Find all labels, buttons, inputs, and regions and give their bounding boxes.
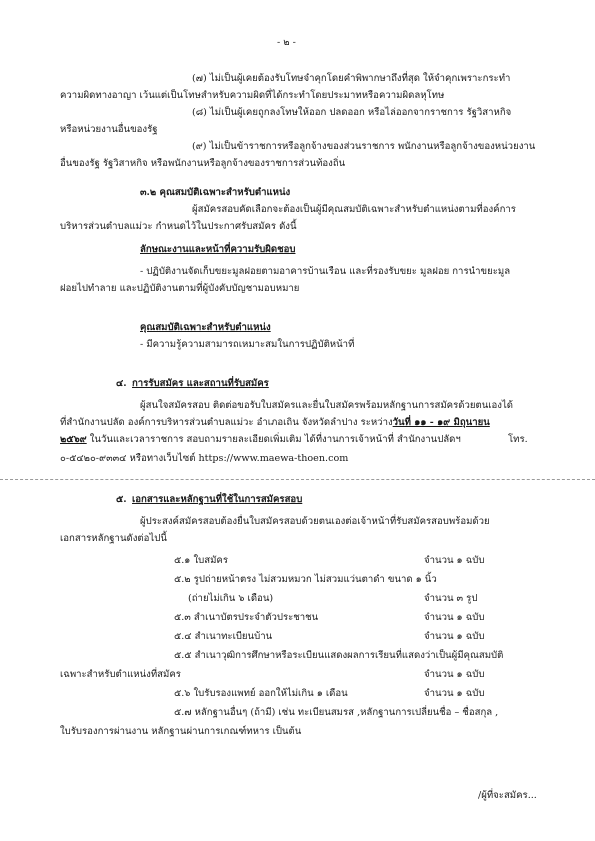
section-3-2-heading: ๓.๒ คุณสมบัติเฉพาะสำหรับตำแหน่ง [140,187,291,198]
duty-line-2: ฝอยไปทำลาย และปฏิบัติงานตามที่ผู้บังคับบัญชามอบหมาย [60,283,300,294]
doc-item-7: ๕.๗ หลักฐานอื่นๆ (ถ้ามี) เช่น ทะเบียนสมรส ,หลักฐานการเปลี่ยนชื่อ – ชื่อสกุล , [174,707,499,718]
qual-9-line-2: อื่นของรัฐ รัฐวิสาหกิจ หรือพนักงานหรือลูกจ้างของราชการส่วนท้องถิ่น [60,158,346,169]
section-5-heading: เอกสารและหลักฐานที่ใช้ในการสมัครสอบ [132,494,303,505]
section-4-number: ๔. [116,378,127,389]
doc-item-1-amount: จำนวน ๑ ฉบับ [424,555,485,566]
section-5-line-1: ผู้ประสงค์สมัครสอบต้องยื่นใบสมัครสอบด้วยตนเองต่อเจ้าหน้าที่รับสมัครสอบพร้อมด้วย [140,516,490,527]
qual-7-line-2: ความผิดทางอาญา เว้นแต่เป็นโทษสำหรับความผิดที่ได้กระทำโดยประมาทหรือความผิดลหุโทษ [60,90,445,101]
section-4-line-3 [60,434,461,446]
qual-8-line-2: หรือหน่วยงานอื่นของรัฐ [60,124,158,135]
section-4-line-3-text: ในวันและเวลาราชการ สอบถามรายละเอียดเพิ่มเติม ได้ที่งานการเจ้าหน้าที่ สำนักงานปลัดฯ [86,434,461,445]
continue-note: /ผู้ที่จะสมัคร... [478,790,537,801]
spec-heading: คุณสมบัติเฉพาะสำหรับตำแหน่ง [140,322,271,333]
qual-9-line-1: (๙) ไม่เป็นข้าราชการหรือลูกจ้างของส่วนราชการ พนักงานหรือลูกจ้างของหน่วยงาน [192,141,536,152]
phone-label: โทร. [508,434,528,445]
section-4-line-4: ๐-๕๔๒๐-๙๓๓๔ หรือทางเว็บไซต์ https://www.maewa-thoen.com [60,453,349,464]
doc-item-2-amount: จำนวน ๓ รูป [424,593,478,604]
doc-item-2-sub: (ถ่ายไม่เกิน ๖ เดือน) [188,593,274,604]
doc-item-4: ๕.๔ สำเนาทะเบียนบ้าน [174,631,273,642]
doc-item-5-sub: เฉพาะสำหรับตำแหน่งที่สมัคร [60,669,181,680]
qual-7-line-1: (๗) ไม่เป็นผู้เคยต้องรับโทษจำคุกโดยคำพิพากษาถึงที่สุด ให้จำคุกเพราะกระทำ [192,73,511,84]
section-5-line-2: เอกสารหลักฐานดังต่อไปนี้ [60,533,167,544]
doc-item-6-amount: จำนวน ๑ ฉบับ [424,688,485,699]
apply-date-range: วันที่ ๑๑ - ๑๙ มิถุนายน [392,417,490,428]
section-4-line-2 [60,417,490,429]
doc-item-2: ๕.๒ รูปถ่ายหน้าตรง ไม่สวมหมวก ไม่สวมแว่นตาดำ ขนาด ๑ นิ้ว [174,574,437,585]
spec-line-1: - มีความรู้ความสามารถเหมาะสมในการปฏิบัติหน้าที่ [140,339,355,350]
doc-item-4-amount: จำนวน ๑ ฉบับ [424,631,485,642]
doc-item-3: ๕.๓ สำเนาบัตรประจำตัวประชาชน [174,612,319,623]
doc-item-3-amount: จำนวน ๑ ฉบับ [424,612,485,623]
apply-year: ๒๕๖๙ [60,434,87,445]
duty-line-1: - ปฏิบัติงานจัดเก็บขยะมูลฝอยตามอาคารบ้านเรือน และที่รองรับขยะ มูลฝอย การนำขยะมูล [140,266,511,277]
section-4-line-2-text: ที่สำนักงานปลัด องค์การบริหารส่วนตำบลแม่วะ อำเภอเถิน จังหวัดลำปาง ระหว่าง [60,417,393,428]
section-3-2-para-line-2: บริหารส่วนตำบลแม่วะ กำหนดไว้ในประกาศรับสมัคร ดังนี้ [60,221,297,232]
section-5-number: ๕. [116,494,127,505]
doc-item-1: ๕.๑ ใบสมัคร [174,555,228,566]
qual-8-line-1: (๘) ไม่เป็นผู้เคยถูกลงโทษให้ออก ปลดออก หรือไล่ออกจากราชการ รัฐวิสาหกิจ [192,107,512,118]
section-divider [0,479,595,480]
doc-item-5-amount: จำนวน ๑ ฉบับ [424,669,485,680]
page-number: - ๒ - [277,37,296,48]
doc-item-6: ๕.๖ ใบรับรองแพทย์ ออกให้ไม่เกิน ๑ เดือน [174,688,348,699]
duty-heading: ลักษณะงานและหน้าที่ความรับผิดชอบ [140,244,296,255]
section-4-line-1: ผู้สนใจสมัครสอบ ติดต่อขอรับใบสมัครและยื่นใบสมัครพร้อมหลักฐานการสมัครด้วยตนเองได้ [140,400,514,411]
section-4-heading: การรับสมัคร และสถานที่รับสมัคร [132,378,269,389]
doc-item-5: ๕.๕ สำเนาวุฒิการศึกษาหรือระเบียนแสดงผลการเรียนที่แสดงว่าเป็นผู้มีคุณสมบัติ [174,650,504,661]
doc-item-7-sub: ใบรับรองการผ่านงาน หลักฐานผ่านการเกณฑ์ทหาร เป็นต้น [60,726,302,737]
section-3-2-para-line-1: ผู้สมัครสอบคัดเลือกจะต้องเป็นผู้มีคุณสมบัติเฉพาะสำหรับตำแหน่งตามที่องค์การ [192,204,516,215]
